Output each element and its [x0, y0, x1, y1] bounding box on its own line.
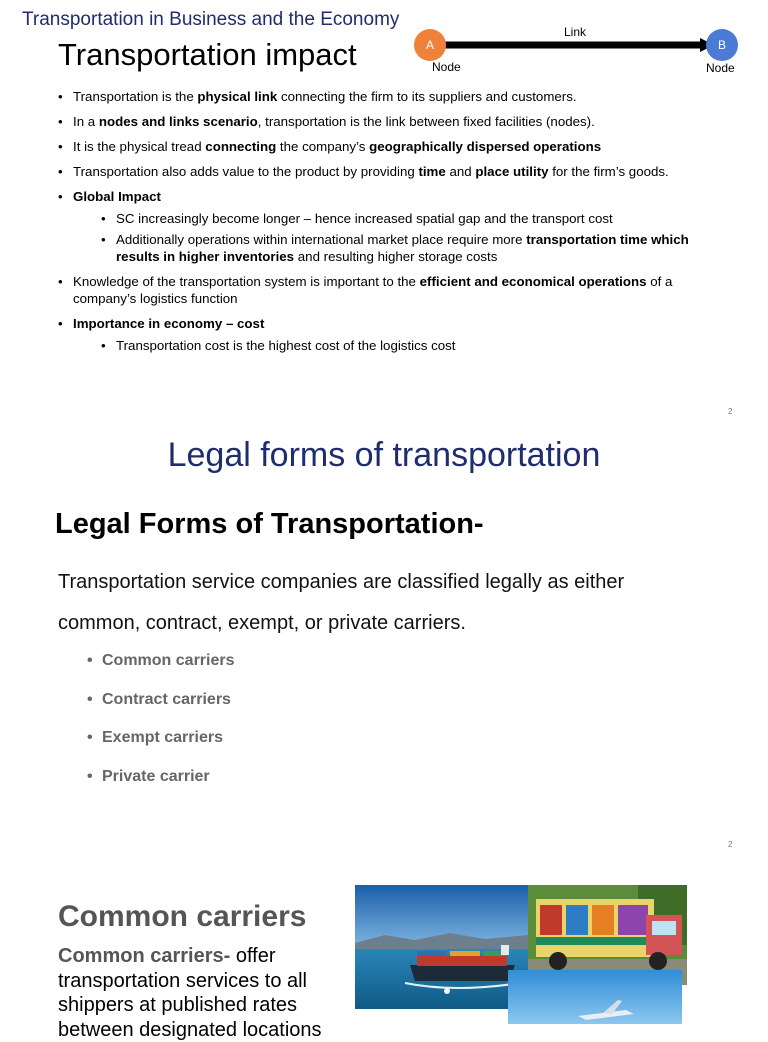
node-b-label: Node — [706, 61, 735, 75]
slide-title: Legal forms of transportation — [167, 436, 601, 474]
slide-header: Transportation in Business and the Economy — [22, 9, 400, 30]
node-a-letter: A — [425, 38, 435, 52]
carrier-type-item: • Exempt carriers — [87, 729, 235, 768]
page-number: 2 — [728, 840, 733, 849]
bullet-item: • Transportation also adds value to the product by providing time and place utility for the firm’s goods. — [58, 163, 708, 180]
node-a-label: Node — [432, 60, 461, 74]
bullet-item: • Knowledge of the transportation system is important to the efficient and economical operations of a company’s logistics function — [58, 273, 708, 307]
intro-paragraph: Transportation service companies are classified legally as either common, contract, exempt, or private carriers. — [58, 571, 625, 634]
cargo-ship-illustration — [355, 885, 528, 1009]
bullet-item: • In a nodes and links scenario, transportation is the link between fixed facilities (nodes). — [58, 113, 708, 130]
bullet-item: • It is the physical tread connecting the company’s geographically dispersed operations — [58, 138, 708, 155]
aircraft-photo — [508, 970, 682, 1024]
carrier-type-item: • Contract carriers — [87, 691, 235, 730]
sub-bullet-item: • Transportation cost is the highest cost of the logistics cost — [101, 337, 708, 354]
node-link-diagram — [410, 24, 760, 80]
carrier-type-item: • Private carrier — [87, 768, 235, 807]
bullet-item: • Transportation is the physical link connecting the firm to its suppliers and customers. — [58, 88, 708, 105]
slide-subtitle: Legal Forms of Transportation- — [55, 508, 484, 540]
link-label: Link — [564, 25, 587, 39]
cargo-ship-photo — [355, 885, 528, 1009]
page-number: 2 — [728, 407, 733, 416]
node-b-letter: B — [717, 38, 727, 52]
common-carriers-definition: Common carriers- offer transportation services to all shippers at published rates between designated locations — [58, 945, 322, 1041]
slide-title: Common carriers — [58, 900, 307, 933]
carrier-type-item: • Common carriers — [87, 652, 235, 691]
bullet-item-economy: • Importance in economy – cost • Transportation cost is the highest cost of the logistics cost — [58, 315, 708, 354]
sub-bullet-item: • Additionally operations within international market place require more transportation time which results in higher inventories and resulting higher storage costs — [101, 231, 708, 265]
global-impact-sublist — [73, 210, 708, 265]
sub-bullet-item: • SC increasingly become longer – hence increased spatial gap and the transport cost — [101, 210, 708, 227]
aircraft-sky-illustration — [508, 970, 682, 1024]
bullet-item-global-impact: • Global Impact • SC increasingly become longer – hence increased spatial gap and the transport cost • Additionally operations within international market place require more transportation time which results in higher inventories and resulting higher storage costs — [58, 188, 708, 265]
carrier-type-list — [87, 652, 235, 806]
slide-title: Transportation impact — [58, 37, 357, 72]
economy-sublist — [73, 337, 708, 354]
impact-bullet-list — [58, 88, 708, 362]
